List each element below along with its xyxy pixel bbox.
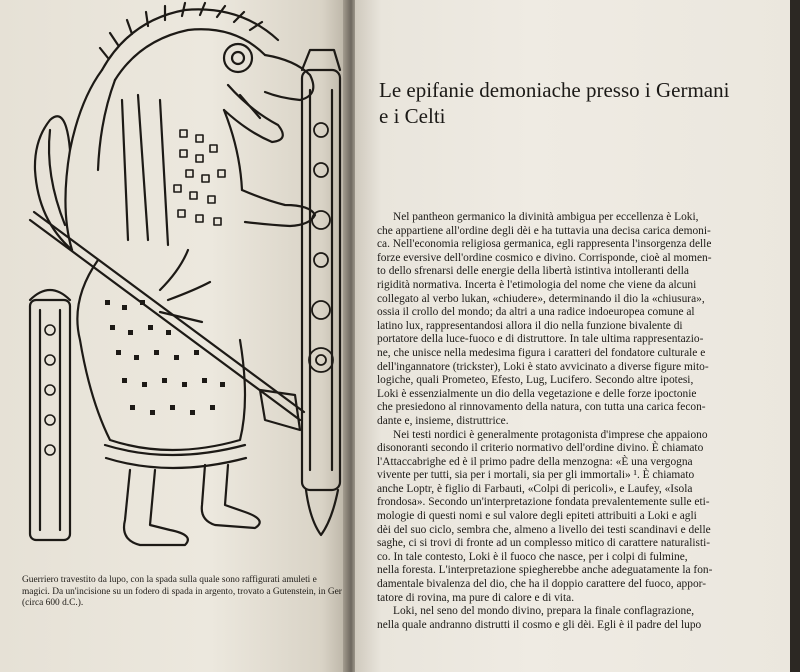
- text-line: collegato al verbo lukan, «chiudere», determinando il dio la «chiusura»,: [377, 292, 705, 305]
- caption-line: magici. Da un'incisione su un fodero di spada in argento, trovato a Gutenstein, in Ger: [22, 586, 342, 597]
- paragraph-2: [377, 429, 767, 606]
- text-line: vivente per tutti, sia per i mortali, sia per gli immortali» ¹. È chiamato: [377, 469, 695, 482]
- text-line: ossia il crollo del mondo; da altri a una radice indoeuropea comune al: [377, 306, 695, 319]
- chapter-title: [379, 77, 739, 129]
- text-line: latino lux, rappresentandosi allora il dio nella funzione bivalente di: [377, 319, 683, 332]
- text-line: ne, che unisce nella medesima figura i caratteri del fondatore culturale e: [377, 346, 706, 359]
- chapter-body-text: [377, 211, 767, 632]
- figure-caption: [22, 575, 344, 610]
- text-line: disonoranti secondo il criterio normativo dell'ordine divino. È chiamato: [377, 442, 704, 455]
- page-edge-shadow: [790, 0, 800, 672]
- wolf-warrior-illustration: [10, 0, 350, 570]
- text-line: co. In tale contesto, Loki è il fuoco che nasce, per i colpi di fulmine,: [377, 550, 688, 563]
- text-line: dante e, insieme, distruttrice.: [377, 414, 509, 427]
- text-line: damentale bivalenza del dio, che ha il doppio carattere del fuoco, appor-: [377, 578, 707, 591]
- text-line: mologie di questi nomi e sul valore degli epiteti attribuiti a Loki e agli: [377, 510, 697, 523]
- left-page: [0, 0, 350, 672]
- text-line: portatore della luce-fuoco e di distruttore. In tale ultima rappresentazio-: [377, 333, 704, 346]
- text-line: dell'ingannatore (trickster), Loki è stato avvicinato a diverse figure mito-: [377, 360, 709, 373]
- text-line: forze eversive dell'ordine cosmico e divino. Corrisponde, cioè al momen-: [377, 251, 712, 264]
- text-line: Nel pantheon germanico la divinità ambigua per eccellenza è Loki,: [393, 211, 699, 223]
- paragraph-3: [377, 605, 767, 632]
- text-line: tatore di rovina, ma pure di calore e di vita.: [377, 591, 575, 604]
- paragraph-1: [377, 211, 767, 429]
- text-line: che presiedono al rinnovamento della natura, con tutta una carica fecon-: [377, 401, 706, 414]
- text-line: dèi del suo ciclo, sembra che, almeno a livello dei testi scandinavi e delle: [377, 523, 711, 536]
- text-line: saghe, ci si trovi di fronte ad un complesso mitico di carattere naturalisti-: [377, 537, 711, 550]
- text-line: anche Loptr, è figlio di Farbauti, «Colpi di pericoli», e Laufey, «Isola: [377, 482, 693, 495]
- chapter-title-line: Le epifanie demoniache presso i Germani: [379, 78, 730, 102]
- text-line: frondosa». Secondo un'interpretazione fondata prevalentemente sulle eti-: [377, 496, 710, 509]
- caption-line: Guerriero travestito da lupo, con la spada sulla quale sono raffigurati amuleti e: [22, 575, 317, 585]
- text-line: che appartiene all'ordine degli dèi e ha tuttavia una decisa carica demoni-: [377, 224, 711, 237]
- text-line: Loki, nel seno del mondo divino, prepara la finale conflagrazione,: [393, 605, 695, 618]
- chapter-title-line: e i Celti: [379, 104, 446, 128]
- text-line: nella quale andranno distrutti il cosmo e gli dèi. Egli è il padre del lupo: [377, 618, 702, 631]
- text-line: logiche, quali Prometeo, Efesto, Lug, Lucifero. Secondo altre ipotesi,: [377, 374, 694, 387]
- caption-line: (circa 600 d.C.).: [22, 598, 84, 609]
- text-line: Loki è essenzialmente un dio della vegetazione e delle forze ipoctonie: [377, 387, 697, 400]
- text-line: rigidità normativa. Incerta è l'etimologia del nome che viene da alcuni: [377, 278, 697, 291]
- text-line: to dello sfrenarsi delle energie della libertà istintiva intolleranti della: [377, 265, 689, 278]
- text-line: Nei testi nordici è generalmente protagonista d'imprese che appaiono: [393, 428, 708, 441]
- text-line: nella foresta. L'interpretazione spiegherebbe anche adeguatamente la fon-: [377, 564, 713, 577]
- text-line: l'Attaccabrighe ed è il primo padre della menzogna: «È una vergogna: [377, 455, 693, 468]
- text-line: ca. Nell'economia religiosa germanica, egli rappresenta l'insorgenza delle: [377, 238, 712, 251]
